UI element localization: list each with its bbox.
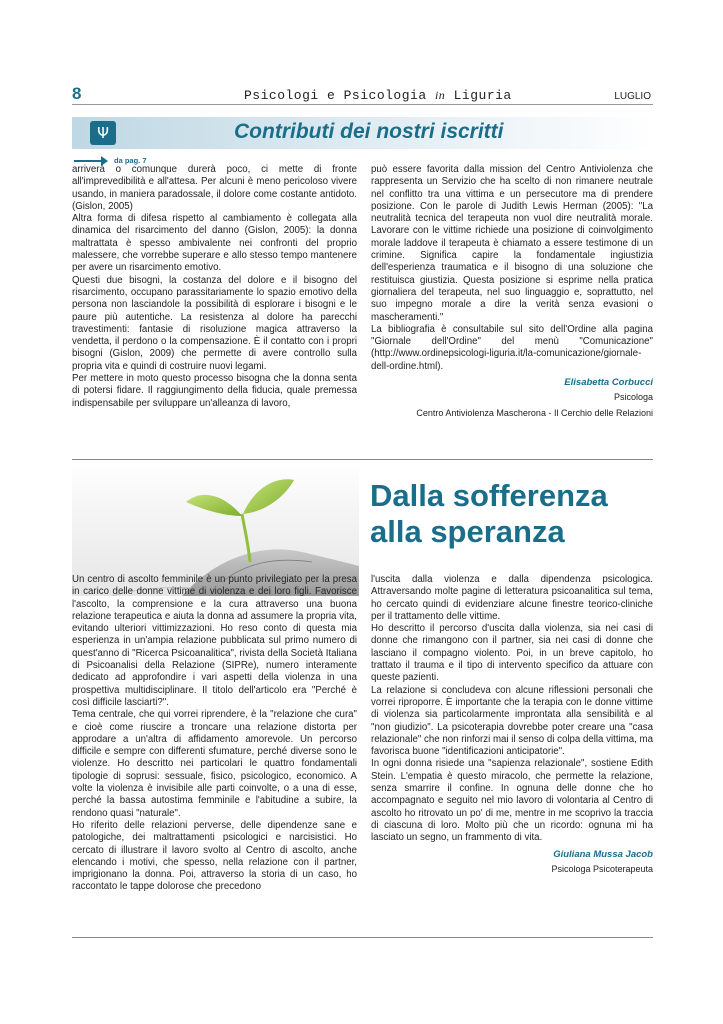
- paragraph: Altra forma di difesa rispetto al cambiamento è collegata alla dinamica del risarcimento del danno (Gislon, 2005): la donna maltrattata è spesso ambivalente nei confronti del proprio malessere, che vorrebbe superare e allo stesso tempo mantenere per avere un risarcimento emotivo.: [72, 213, 357, 274]
- header-rule: [72, 104, 653, 105]
- continued-label: da pag. 7: [114, 156, 147, 165]
- paragraph: Ho descritto il percorso d'uscita dalla violenza, sia nei casi di donne che rimangono con il partner, sia nei casi di donne che lasciano il compagno violento. Poi, in un breve capitolo, ho trattato il trauma e il tipo di intervento specifico da attuare con queste pazienti.: [371, 623, 653, 684]
- paragraph: arriverà o comunque durerà poco, ci mette di fronte all'imprevedibilità e all'attesa. Per alcuni è meno pericoloso vivere usando, in maniera paradossale, il dolore come costante antidoto. (Gislon, 2005): [72, 164, 357, 212]
- paragraph: Per mettere in moto questo processo bisogna che la donna senta di potersi fidare. Il raggiungimento della fiducia, quale premessa indispensabile per sviluppare un'alleanza di lavoro,: [72, 373, 357, 409]
- article1-column-left: [72, 164, 357, 410]
- paragraph: In ogni donna risiede una "sapienza relazionale", sostiene Edith Stein. L'empatia è questo miracolo, che permette la relazione, senza smarrire il confine. In ognuna delle donne che ho accompagnato e seguito nel mio lavoro di volontaria al Centro di ascolto ho ritrovato un po' di me, mentre in me scoprivo la traccia di ciascuna di loro. Molto più che un ricordo: ognuna mi ha lasciato un segno, un frammento di vita.: [371, 758, 653, 844]
- article2-column-left: [72, 574, 357, 894]
- author-affiliation: Centro Antiviolenza Mascherona - Il Cerchio delle Relazioni: [416, 408, 653, 419]
- page-number: 8: [72, 84, 82, 103]
- masthead-part-b: Liguria: [453, 88, 512, 103]
- article2-column-right: [371, 574, 653, 877]
- footer-rule: [72, 937, 653, 938]
- article1-column-right: [371, 164, 653, 421]
- author-role: Psicologa Psicoterapeuta: [551, 863, 653, 874]
- psi-logo-icon: Ψ: [90, 121, 116, 145]
- masthead-part-a: Psicologi e Psicologia: [244, 88, 427, 103]
- feature-title-line1: Dalla sofferenza: [370, 478, 608, 513]
- paragraph: La bibliografia è consultabile sul sito dell'Ordine alla pagina "Giornale dell'Ordine" del menù "Comunicazione" (http://www.ordinepsicologi-liguria.it/la-comunicazione/giornale-dell-ordine.html).: [371, 323, 653, 372]
- paragraph: Questi due bisogni, la costanza del dolore e il bisogno del risarcimento, occupano parassitariamente lo spazio emotivo della persona non lasciandole la possibilità di esplorare i bisogni e le paure più autentiche. La resistenza al dolore ha parecchi travestimenti: fantasie di risoluzione magica attraverso la vendetta, il perdono o la compensazione. È il contatto con i propri bisogni (Gislon, 2009) che permette di avere controllo sulla propria vita e quindi di costruire nuovi legami.: [72, 274, 357, 372]
- arrow-right-icon: [74, 160, 102, 162]
- article2-signature: [371, 849, 653, 877]
- paragraph: La relazione si concludeva con alcune riflessioni personali che vorrei riproporre. È importante che la terapia con le donne vittime di violenza sia particolarmente improntata alla sensibilità e al "non giudizio". La psicoterapia dovrebbe poter creare una "casa relazionale" che non rinforzi mai il senso di colpa della vittima, ma favorisca buone "identificazioni anticipatorie".: [371, 684, 653, 758]
- masthead-in: in: [434, 88, 446, 102]
- feature-title: [370, 478, 608, 550]
- feature-title-line2: alla speranza: [370, 514, 565, 549]
- author-role: Psicologa: [613, 392, 653, 403]
- author-name: Elisabetta Corbucci: [564, 377, 653, 389]
- issue-month: LUGLIO: [614, 91, 651, 102]
- paragraph: Ho riferito delle relazioni perverse, delle dipendenze sane e patologiche, dei maltrattamenti psicologici e narcisistici. Ho cercato di illustrare il lavoro svolto al Centro di ascolto, anche elencando i motivi, che spesso, nella relazione con il partner, imprigionano la donna. Poi, attraverso la storia di un caso, ho raccontato le tappe dolorose che precedono: [72, 819, 357, 893]
- article1-signature: [371, 377, 653, 421]
- author-name: Giuliana Mussa Jacob: [553, 848, 653, 860]
- article-divider: [72, 459, 653, 460]
- paragraph: può essere favorita dalla mission del Centro Antiviolenza che rappresenta un Servizio che ha scelto di non rimanere neutrale nel conflitto tra una vittima e un persecutore ma di prendere posizione. Con le parole di Judith Lewis Herman (2005): "La neutralità tecnica del terapeuta non vuol dire neutralità morale. Lavorare con le vittime richiede una posizione di coinvolgimento morale laddove il terapeuta è chiamato a essere testimone di un crimine. Significa capire la fondamentale ingiustizia dell'esperienza traumatica e il bisogno di una soluzione che restituisca giustizia. Questa posizione si esprime nella pratica giornaliera del terapeuta, nel suo linguaggio e, soprattutto, nel suo impegno morale a dire la verità senza evasioni o mascheramenti.": [371, 164, 653, 323]
- paragraph: Tema centrale, che qui vorrei riprendere, è la "relazione che cura" e cioè come riuscire a troncare una relazione distorta per approdare a un'altra di affidamento amorevole. Un percorso difficile e sempre con differenti sfumature, perché diverse sono le violenze. Ho descritto nei particolari le quattro fondamentali tipologie di soprusi: sessuale, fisico, psicologico, economico. A volte la violenza è invisibile alle parti coinvolte, o a una di esse, perché la bassa autostima femminile e l'abitudine a subire, la rendono quasi "naturale".: [72, 709, 357, 819]
- masthead: [244, 88, 512, 103]
- section-title: Contributi dei nostri iscritti: [234, 120, 504, 143]
- paragraph: l'uscita dalla violenza e dalla dipendenza psicologica. Attraversando molte pagine di letteratura psicoanalitica sul tema, ho cercato quindi di evidenziare alcune finestre teorico-cliniche per il trattamento delle vittime.: [371, 574, 653, 622]
- paragraph: Un centro di ascolto femminile è un punto privilegiato per la presa in carico delle donne vittime di violenza e dei loro figli. Favorisce l'ascolto, la comprensione e la cura attraverso una buona relazione terapeutica e aiuta la donna ad assumere la propria vita, evitando ulteriori vittimizzazioni. Ho reso conto di questa mia esperienza in un'ampia relazione pubblicata sul primo numero di quest'anno di "Ricerca Psicoanalitica", rivista della Società Italiana di Psicoanalisi della Relazione (SIPRe), numero interamente dedicato ad approfondire i vari aspetti della violenza in una prospettiva multidisciplinare. Il titolo dell'articolo era "Perché è così difficile lasciarti?".: [72, 574, 357, 708]
